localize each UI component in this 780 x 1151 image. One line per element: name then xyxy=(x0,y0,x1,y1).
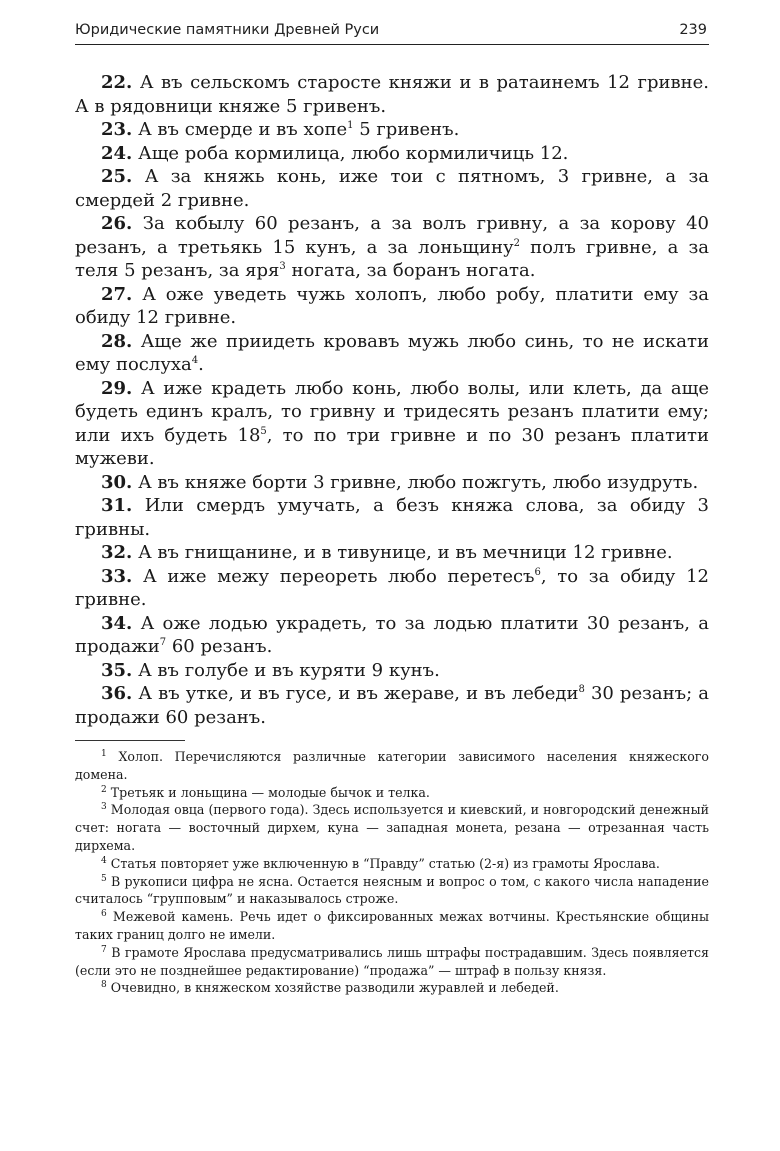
footnote-ref: 8 xyxy=(578,684,585,695)
footnote-ref: 4 xyxy=(191,355,199,366)
article-text: полъ гривне, а за теля 5 резанъ, за яря xyxy=(75,236,709,281)
article-text: А въ смерде и въ хопе xyxy=(138,119,348,140)
article-34 xyxy=(75,612,709,659)
article-33 xyxy=(75,565,709,612)
footnote-ref: 7 xyxy=(159,637,167,648)
article-text: 60 резанъ. xyxy=(166,636,273,657)
article-22 xyxy=(75,71,709,118)
article-32 xyxy=(75,541,709,565)
article-text: А въ гнищанине, и в тивунице, и въ мечници 12 гривне. xyxy=(138,542,673,563)
footnote-mark: 1 xyxy=(101,748,107,759)
article-29 xyxy=(75,377,709,471)
article-23 xyxy=(75,118,709,142)
article-number: 28. xyxy=(101,330,133,352)
article-number: 32. xyxy=(101,542,133,563)
footnote-text: В грамоте Ярослава предусматривались лишь штрафы пострадавшим. Здесь появляется (если это не позднейшее редактирование) “продажа” — штраф в пользу князя. xyxy=(75,944,709,978)
article-number: 29. xyxy=(101,377,133,399)
article-text: А въ голубе и въ куряти 9 кунъ. xyxy=(138,659,440,681)
footnote-ref: 2 xyxy=(513,237,520,249)
header-rule xyxy=(75,44,709,45)
article-number: 35. xyxy=(101,659,133,681)
footnote-mark: 8 xyxy=(101,980,107,991)
article-27 xyxy=(75,283,709,330)
footnote-ref: 6 xyxy=(534,566,541,578)
footnote-ref: 5 xyxy=(260,425,267,437)
main-text xyxy=(75,71,709,729)
article-text: 5 гривенъ. xyxy=(353,119,460,140)
footnote-2 xyxy=(75,784,709,802)
article-number: 27. xyxy=(101,283,133,305)
article-text: А въ утке, и въ гусе, и въ жераве, и въ лебеди xyxy=(138,683,579,704)
page-header xyxy=(75,20,709,48)
article-text: ногата, за боранъ ногата. xyxy=(285,260,536,281)
footnote-5 xyxy=(75,873,709,909)
article-text: А оже лодью украдеть, то за лодью платити 30 резанъ, а продажи xyxy=(75,612,709,657)
article-text: А иже крадеть любо конь, любо волы, или клеть, да аще будеть единъ кралъ, то гривну и тридесять резанъ платити ему; или ихъ будеть 18 xyxy=(75,377,709,446)
running-title: Юридические памятники Древней Руси xyxy=(75,22,380,38)
article-text: . xyxy=(198,354,204,375)
footnote-mark: 2 xyxy=(101,784,107,795)
article-number: 34. xyxy=(101,612,133,634)
article-28 xyxy=(75,330,709,377)
footnote-text: Межевой камень. Речь идет о фиксированных межах вотчины. Крестьянские общины таких границ долго не имели. xyxy=(75,909,709,942)
article-text: За кобылу 60 резанъ, а за волъ гривну, а за корову 40 резанъ, а третьякь 15 кунъ, а за лоньщину xyxy=(75,213,709,258)
footnote-1 xyxy=(75,748,709,784)
footnote-text: В рукописи цифра не ясна. Остается неясным и вопрос о том, с какого числа нападение считалось “групповым” и наказывалось строже. xyxy=(75,873,709,907)
footnote-ref: 3 xyxy=(279,261,286,272)
article-number: 24. xyxy=(101,142,133,164)
footnote-text: Холоп. Перечисляются различные категории зависимого населения княжеского домена. xyxy=(75,749,709,782)
article-text: А оже уведеть чужь холопъ, любо робу, платити ему за обиду 12 гривне. xyxy=(75,283,709,328)
article-text: А въ сельскомъ старосте княжи и в ратаинемъ 12 гривне. А в рядовници княже 5 гривенъ. xyxy=(75,72,709,117)
article-text: Аще же приидеть кровавъ мужь любо синь, то не искати ему послуха xyxy=(75,330,709,375)
article-text: , то по три гривне и по 30 резанъ платити мужеви. xyxy=(75,424,709,469)
article-36 xyxy=(75,682,709,729)
article-text: А за княжь конь, иже тои с пятномъ, 3 гривне, а за смердей 2 гривне. xyxy=(75,166,709,211)
article-number: 36. xyxy=(101,683,133,704)
article-35 xyxy=(75,659,709,683)
page-number: 239 xyxy=(679,22,707,38)
footnote-mark: 4 xyxy=(101,855,107,866)
footnotes xyxy=(75,748,709,997)
article-number: 31. xyxy=(101,495,133,516)
footnote-mark: 3 xyxy=(101,802,107,813)
article-number: 22. xyxy=(101,72,133,93)
article-text: А иже межу переореть любо перетесъ xyxy=(143,565,535,587)
article-text: , то за обиду 12 гривне. xyxy=(75,565,709,610)
footnote-3 xyxy=(75,801,709,854)
article-26 xyxy=(75,212,709,283)
article-30 xyxy=(75,471,709,495)
footnote-mark: 6 xyxy=(101,908,107,919)
article-number: 30. xyxy=(101,471,133,493)
article-number: 33. xyxy=(101,565,133,587)
footnote-mark: 7 xyxy=(101,944,107,955)
article-text: Или смердъ умучать, а безъ княжа слова, за обиду 3 гривны. xyxy=(75,495,709,540)
footnote-text: Очевидно, в княжеском хозяйстве разводили журавлей и лебедей. xyxy=(110,980,559,996)
article-number: 26. xyxy=(101,213,133,234)
footnote-text: Статья повторяет уже включенную в “Правду” статью (2-я) из грамоты Ярослава. xyxy=(110,855,660,871)
footnote-7 xyxy=(75,944,709,980)
footnote-ref: 1 xyxy=(347,120,354,131)
article-text: 30 резанъ; а продажи 60 резанъ. xyxy=(75,683,709,728)
article-25 xyxy=(75,165,709,212)
article-text: А въ княже борти 3 гривне, любо пожгуть, любо изудруть. xyxy=(138,471,699,493)
footnote-8 xyxy=(75,979,709,997)
footnote-text: Третьяк и лоньщина — молодые бычок и телка. xyxy=(110,784,430,800)
article-31 xyxy=(75,494,709,541)
footnote-mark: 5 xyxy=(101,873,107,884)
footnote-text: Молодая овца (первого года). Здесь используется и киевский, и новгородский денежный счет: ногата — восточный дирхем, куна — западная монета, резана — отрезанная часть дирхема. xyxy=(75,802,709,853)
article-24 xyxy=(75,142,709,166)
footnote-separator xyxy=(75,740,185,741)
article-number: 25. xyxy=(101,166,133,187)
footnote-4 xyxy=(75,855,709,873)
article-number: 23. xyxy=(101,119,133,140)
article-text: Аще роба кормилица, любо кормиличиць 12. xyxy=(138,142,569,164)
footnote-6 xyxy=(75,908,709,944)
